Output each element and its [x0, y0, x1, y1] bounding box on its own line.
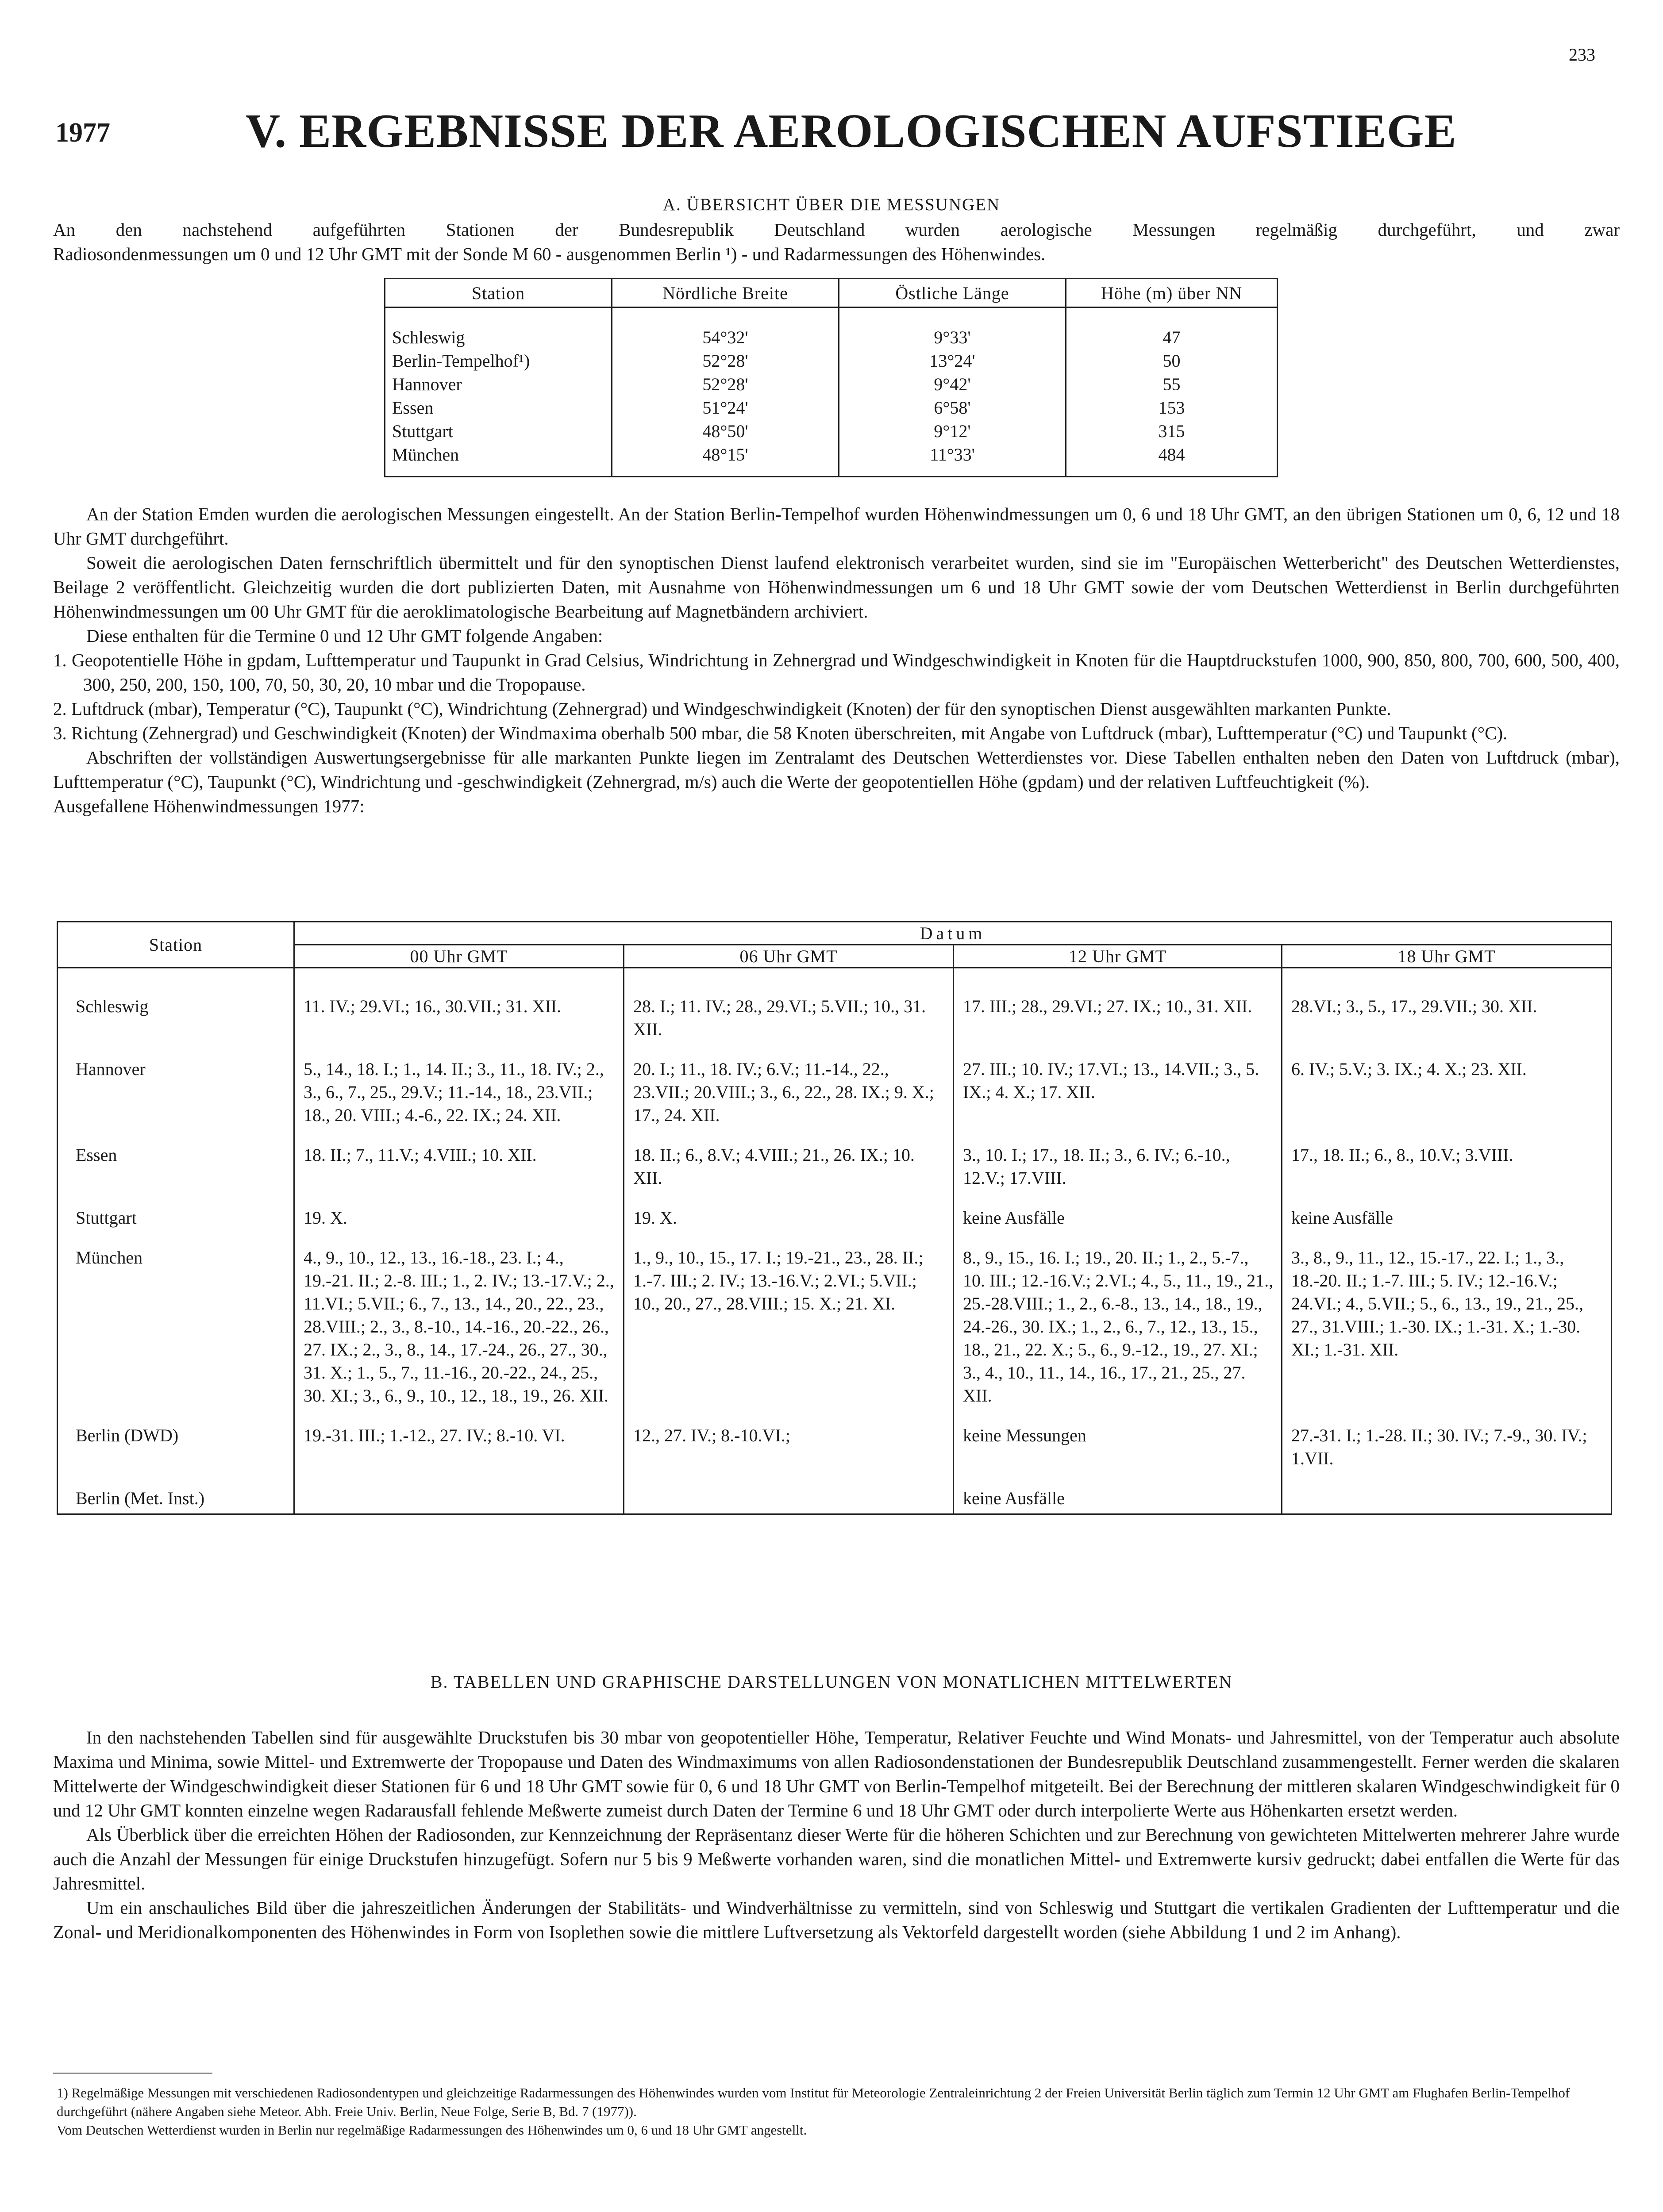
cell-00: 19. X. — [294, 1206, 624, 1246]
altitude: 47 — [1066, 307, 1278, 349]
altitude: 55 — [1066, 373, 1278, 396]
header-longitude: Östliche Länge — [839, 279, 1066, 307]
station-table-header — [385, 279, 1278, 307]
paragraph: Um ein anschauliches Bild über die jahreszeitlichen Änderungen der Stabilitäts- und Windverhältnisse zu vermitteln, sind von Schleswig und Stuttgart die vertikalen Gradienten der Lufttemperatur und die Zonal- und Meridionalkomponenten des Höhenwindes in Form von Isoplethen sowie die mittlere Luftversetzung als Vektorfeld dargestellt worden (siehe Abbildung 1 und 2 im Anhang). — [53, 1897, 1620, 1942]
cell-12: keine Ausfälle — [954, 1206, 1282, 1246]
section-a-heading: A. ÜBERSICHT ÜBER DIE MESSUNGEN — [662, 195, 1001, 214]
ausfall-table — [57, 921, 1612, 1515]
longitude: 9°42' — [839, 373, 1066, 396]
cell-00 — [294, 1487, 624, 1514]
table-row — [385, 307, 1278, 349]
cell-12: 8., 9., 15., 16. I.; 19., 20. II.; 1., 2., 5.-7., 10. III.; 12.-16.V.; 2.VI.; 4., 5., 11., 19., 21., 25.-28.VIII.; 1., 2., 6.-8., 13., 14., 18., 19., 24.-26., 30. IX.; 1., 2., 6., 7., 12., 13., 15., 18., 21., 22. X.; 5., 6., 9.-12., 19., 27. XI.; 3., 4., 10., 11., 14., 16., 17., 21., 25., 27. XII. — [954, 1246, 1282, 1424]
list-item: 1. Geopotentielle Höhe in gpdam, Lufttemperatur und Taupunkt in Grad Celsius, Windrichtung in Zehnergrad und Windgeschwindigkeit in Knoten für die Hauptdruckstufen 1000, 900, 850, 800, 700, 600, 500, 400, 300, 250, 200, 150, 100, 70, 50, 30, 20, 10 mbar und die Tropopause. — [53, 650, 1620, 695]
cell-12: keine Ausfälle — [954, 1487, 1282, 1514]
table-row — [58, 1144, 1612, 1206]
cell-06: 19. X. — [624, 1206, 954, 1246]
cell-06: 28. I.; 11. IV.; 28., 29.VI.; 5.VII.; 10., 31. XII. — [624, 968, 954, 1058]
cell-06: 20. I.; 11., 18. IV.; 6.V.; 11.-14., 22., 23.VII.; 20.VIII.; 3., 6., 22., 28. IX.; 9. X.; 17., 24. XII. — [624, 1058, 954, 1144]
latitude: 52°28' — [612, 349, 839, 373]
longitude: 11°33' — [839, 443, 1066, 477]
section-b-body — [53, 1725, 1620, 1944]
paragraph: Diese enthalten für die Termine 0 und 12 Uhr GMT folgende Angaben: — [86, 626, 603, 646]
list-item: 2. Luftdruck (mbar), Temperatur (°C), Taupunkt (°C), Windrichtung (Zehnergrad) und Windgeschwindigkeit (Knoten) der für den synoptischen Dienst ausgewählten markanten Punkte. — [53, 699, 1391, 719]
intro-line-1: An den nachstehend aufgeführten Stationen der Bundesrepublik Deutschland wurden aerologische Messungen regelmäßig durchgeführt, und zwar — [53, 219, 1620, 240]
table-row — [58, 1246, 1612, 1424]
table-row — [58, 968, 1612, 1058]
header-station: Station — [385, 279, 612, 307]
longitude: 9°12' — [839, 419, 1066, 443]
station-name: Schleswig — [385, 307, 612, 349]
cell-12: keine Messungen — [954, 1424, 1282, 1487]
year-label: 1977 — [55, 118, 110, 148]
cell-18: 27.-31. I.; 1.-28. II.; 30. IV.; 7.-9., 30. IV.; 1.VII. — [1282, 1424, 1612, 1487]
station-name: Hannover — [385, 373, 612, 396]
cell-18: 6. IV.; 5.V.; 3. IX.; 4. X.; 23. XII. — [1282, 1058, 1612, 1144]
table-row — [385, 396, 1278, 419]
latitude: 48°15' — [612, 443, 839, 477]
paragraph: Ausgefallene Höhenwindmessungen 1977: — [53, 796, 365, 816]
cell-06 — [624, 1487, 954, 1514]
latitude: 52°28' — [612, 373, 839, 396]
station-name: Schleswig — [58, 968, 294, 1058]
table-row — [58, 1424, 1612, 1487]
cell-00: 5., 14., 18. I.; 1., 14. II.; 3., 11., 18. IV.; 2., 3., 6., 7., 25., 29.V.; 11.-14., 18., 23.VII.; 18., 20. VIII.; 4.-6., 22. IX.; 24. XII. — [294, 1058, 624, 1144]
ausfall-header-row — [58, 922, 1612, 945]
latitude: 48°50' — [612, 419, 839, 443]
station-name: Essen — [58, 1144, 294, 1206]
footnote: 1) Regelmäßige Messungen mit verschiedenen Radiosondentypen und gleichzeitige Radarmessungen des Höhenwindes wurden vom Institut für Meteorologie Zentraleinrichtung 2 der Freien Universität Berlin täglich zum Termin 12 Uhr GMT am Flughafen Berlin-Tempelhof durchgeführt (nähere Angaben siehe Meteor. Abh. Freie Univ. Berlin, Neue Folge, Serie B, Bd. 7 (1977)). — [57, 2085, 1570, 2119]
list-item: 3. Richtung (Zehnergrad) und Geschwindigkeit (Knoten) der Windmaxima oberhalb 500 mbar, die 58 Knoten überschreiten, mit Angabe von Luftdruck (mbar), Lufttemperatur (°C) und Taupunkt (°C). — [53, 723, 1508, 743]
section-b-heading: B. TABELLEN UND GRAPHISCHE DARSTELLUNGEN VON MONATLICHEN MITTELWERTEN — [430, 1672, 1233, 1692]
cell-12: 3., 10. I.; 17., 18. II.; 3., 6. IV.; 6.-10., 12.V.; 17.VIII. — [954, 1144, 1282, 1206]
header-00-gmt: 00 Uhr GMT — [294, 945, 624, 968]
cell-18: 28.VI.; 3., 5., 17., 29.VII.; 30. XII. — [1282, 968, 1612, 1058]
station-name: Berlin-Tempelhof¹) — [385, 349, 612, 373]
longitude: 9°33' — [839, 307, 1066, 349]
header-latitude: Nördliche Breite — [612, 279, 839, 307]
station-name: Stuttgart — [58, 1206, 294, 1246]
station-name: München — [385, 443, 612, 477]
header-18-gmt: 18 Uhr GMT — [1282, 945, 1612, 968]
table-row — [58, 1206, 1612, 1246]
footnote: Vom Deutschen Wetterdienst wurden in Berlin nur regelmäßige Radarmessungen des Höhenwindes um 0, 6 und 18 Uhr GMT angestellt. — [57, 2122, 807, 2138]
cell-00: 11. IV.; 29.VI.; 16., 30.VII.; 31. XII. — [294, 968, 624, 1058]
station-name: Berlin (DWD) — [58, 1424, 294, 1487]
station-name: Berlin (Met. Inst.) — [58, 1487, 294, 1514]
section-a-body — [53, 502, 1620, 818]
paragraph: In den nachstehenden Tabellen sind für ausgewählte Druckstufen bis 30 mbar von geopotentieller Höhe, Temperatur, Relativer Feuchte und Wind Monats- und Jahresmittel, von der Temperatur auch absolute Maxima und Minima, sowie Mittel- und Extremwerte der Tropopause und Daten des Windmaximums von allen Radiosondenstationen der Bundesrepublik Deutschland zusammengestellt. Ferner werden die skalaren Mittelwerte der Windgeschwindigkeit dieser Stationen für 6 und 18 Uhr GMT sowie für 0, 6 und 18 Uhr GMT von Berlin-Tempelhof mitgeteilt. Bei der Berechnung der mittleren skalaren Windgeschwindigkeit für 0 und 12 Uhr GMT konnten einzelne wegen Radarausfall fehlende Meßwerte zumeist durch Daten der Termine 6 und 18 Uhr GMT oder durch interpolierte Werte aus Höhenkarten ersetzt werden. — [53, 1727, 1620, 1820]
table-row — [385, 443, 1278, 477]
station-name: Stuttgart — [385, 419, 612, 443]
paragraph: An der Station Emden wurden die aerologischen Messungen eingestellt. An der Station Berlin-Tempelhof wurden Höhenwindmessungen um 0, 6 und 18 Uhr GMT, an den übrigen Stationen um 0, 6, 12 und 18 Uhr GMT durchgeführt. — [53, 504, 1620, 549]
latitude: 51°24' — [612, 396, 839, 419]
longitude: 6°58' — [839, 396, 1066, 419]
table-row — [58, 1487, 1612, 1514]
paragraph: Abschriften der vollständigen Auswertungsergebnisse für alle markanten Punkte liegen im Zentralamt des Deutschen Wetterdienstes vor. Diese Tabellen enthalten neben den Daten von Luftdruck (mbar), Lufttemperatur (°C), Taupunkt (°C), Windrichtung und -geschwindigkeit (Zehnergrad, m/s) auch die Werte der geopotentiellen Höhe (gpdam) und der relativen Luftfeuchtigkeit (%). — [53, 747, 1620, 792]
cell-12: 17. III.; 28., 29.VI.; 27. IX.; 10., 31. XII. — [954, 968, 1282, 1058]
intro-line-2: Radiosondenmessungen um 0 und 12 Uhr GMT mit der Sonde M 60 - ausgenommen Berlin ¹) - und Radarmessungen des Höhenwindes. — [53, 244, 1046, 264]
footnotes — [57, 2084, 1623, 2139]
cell-00: 19.-31. III.; 1.-12., 27. IV.; 8.-10. VI. — [294, 1424, 624, 1487]
station-name: München — [58, 1246, 294, 1424]
table-row — [385, 373, 1278, 396]
station-table — [384, 278, 1278, 477]
cell-12: 27. III.; 10. IV.; 17.VI.; 13., 14.VII.; 3., 5. IX.; 4. X.; 17. XII. — [954, 1058, 1282, 1144]
paragraph: Soweit die aerologischen Daten fernschriftlich übermittelt und für den synoptischen Dienst laufend elektronisch verarbeitet wurden, sind sie im "Europäischen Wetterbericht" des Deutschen Wetterdienstes, Beilage 2 veröffentlicht. Gleichzeitig wurden die dort publizierten Daten, mit Ausnahme von Höhenwindmessungen um 6 und 18 Uhr GMT sowie der vom Deutschen Wetterdienst in Berlin durchgeführten Höhenwindmessungen um 00 Uhr GMT für die aeroklimatologische Bearbeitung auf Magnetbändern archiviert. — [53, 553, 1620, 622]
latitude: 54°32' — [612, 307, 839, 349]
station-name: Essen — [385, 396, 612, 419]
header-station: Station — [58, 922, 294, 968]
cell-18: 17., 18. II.; 6., 8., 10.V.; 3.VIII. — [1282, 1144, 1612, 1206]
table-row — [385, 419, 1278, 443]
section-a-intro — [53, 218, 1620, 266]
header-12-gmt: 12 Uhr GMT — [954, 945, 1282, 968]
cell-18: keine Ausfälle — [1282, 1206, 1612, 1246]
cell-06: 1., 9., 10., 15., 17. I.; 19.-21., 23., 28. II.; 1.-7. III.; 2. IV.; 13.-16.V.; 2.VI.; 5.VII.; 10., 20., 27., 28.VIII.; 15. X.; 21. XI. — [624, 1246, 954, 1424]
table-row — [58, 1058, 1612, 1144]
station-name: Hannover — [58, 1058, 294, 1144]
altitude: 153 — [1066, 396, 1278, 419]
cell-18 — [1282, 1487, 1612, 1514]
cell-00: 4., 9., 10., 12., 13., 16.-18., 23. I.; 4., 19.-21. II.; 2.-8. III.; 1., 2. IV.; 13.-17.V.; 2., 11.VI.; 5.VII.; 6., 7., 13., 14., 20., 22., 23., 28.VIII.; 2., 3., 8.-10., 14.-16., 20.-22., 26., 27. IX.; 2., 3., 8., 14., 17.-24., 26., 27., 30., 31. X.; 1., 5., 7., 11.-16., 20.-22., 24., 25., 30. XI.; 3., 6., 9., 10., 12., 18., 19., 26. XII. — [294, 1246, 624, 1424]
longitude: 13°24' — [839, 349, 1066, 373]
cell-00: 18. II.; 7., 11.V.; 4.VIII.; 10. XII. — [294, 1144, 624, 1206]
cell-18: 3., 8., 9., 11., 12., 15.-17., 22. I.; 1., 3., 18.-20. II.; 1.-7. III.; 5. IV.; 12.-16.V.; 24.VI.; 4., 5.VII.; 5., 6., 13., 19., 21., 25., 27., 31.VIII.; 1.-30. IX.; 1.-31. X.; 1.-30. XI.; 1.-31. XII. — [1282, 1246, 1612, 1424]
chapter-title: V. ERGEBNISSE DER AEROLOGISCHEN AUFSTIEGE — [246, 105, 1457, 157]
altitude: 315 — [1066, 419, 1278, 443]
altitude: 484 — [1066, 443, 1278, 477]
header-06-gmt: 06 Uhr GMT — [624, 945, 954, 968]
footnote-divider — [53, 2073, 212, 2074]
cell-06: 12., 27. IV.; 8.-10.VI.; — [624, 1424, 954, 1487]
paragraph: Als Überblick über die erreichten Höhen der Radiosonden, zur Kennzeichnung der Repräsentanz dieser Werte für die höheren Schichten und zur Berechnung von gewichteten Mittelwerten mehrerer Jahre wurde auch die Anzahl der Messungen für einige Druckstufen hinzugefügt. Sofern nur 5 bis 9 Meßwerte vorhanden waren, sind die monatlichen Mittel- und Extremwerte kursiv gedruckt; dabei entfallen die Werte für das Jahresmittel. — [53, 1824, 1620, 1893]
header-datum: Datum — [294, 922, 1612, 945]
altitude: 50 — [1066, 349, 1278, 373]
page-number: 233 — [1569, 45, 1595, 65]
table-row — [385, 349, 1278, 373]
cell-06: 18. II.; 6., 8.V.; 4.VIII.; 21., 26. IX.; 10. XII. — [624, 1144, 954, 1206]
header-altitude: Höhe (m) über NN — [1066, 279, 1278, 307]
